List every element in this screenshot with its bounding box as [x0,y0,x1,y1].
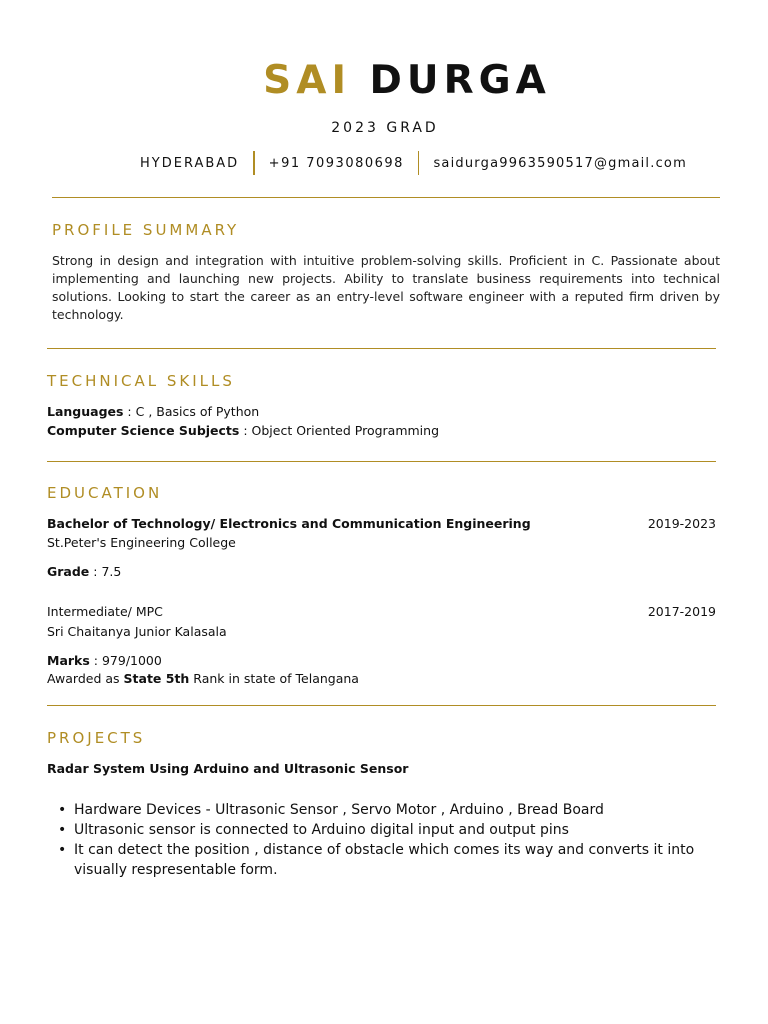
project-bullet: • Ultrasonic sensor is connected to Arduino digital input and output pins [56,820,718,840]
contact-line [140,151,687,175]
skill-label: Languages [47,404,124,419]
contact-phone[interactable]: +91 7093080698 [268,155,404,171]
education-award: Awarded as State 5th Rank in state of Telangana [47,671,359,686]
education-years: 2019-2023 [647,516,716,531]
project-bullet: • Hardware Devices - Ultrasonic Sensor , Servo Motor , Arduino , Bread Board [56,800,718,820]
skill-value: : C , Basics of Python [123,404,260,419]
education-years: 2017-2019 [647,604,716,619]
project-bullet-list [56,800,718,880]
education-degree: Intermediate/ MPC [47,604,163,619]
contact-divider [418,151,420,175]
profile-summary-text: Strong in design and integration with intuitive problem-solving skills. Proficient in C. Passionate about implementing and launching new projects. Ability to translate business requirements into technical solutions. Looking to start the career as an entry-level software engineer with a reputed firm driven by technology. [52,253,720,322]
technical-skills-heading: TECHNICAL SKILLS [47,372,235,390]
projects-heading: PROJECTS [47,729,146,747]
section-divider [52,197,720,198]
section-divider [47,461,716,462]
section-divider [47,348,716,349]
skill-languages [47,403,259,421]
education-grade: Grade : 7.5 [47,564,122,579]
project-title: Radar System Using Arduino and Ultrasonic Sensor [47,761,409,776]
project-bullet: • It can detect the position , distance of obstacle which comes its way and converts it into visually respresentable form. [56,840,718,880]
last-name: DURGA [369,58,551,103]
contact-city: HYDERABAD [140,155,240,171]
education-institution: St.Peter's Engineering College [47,535,236,550]
education-institution: Sri Chaitanya Junior Kalasala [47,624,227,639]
profile-summary-heading: PROFILE SUMMARY [52,221,240,239]
skill-value: : Object Oriented Programming [239,423,440,438]
education-heading: EDUCATION [47,484,163,502]
skill-cs-subjects [47,422,439,440]
candidate-name [0,58,768,104]
contact-email[interactable]: saidurga9963590517@gmail.com [433,155,687,171]
contact-divider [253,151,255,175]
skill-label: Computer Science Subjects [47,423,240,438]
education-marks: Marks : 979/1000 [47,653,162,668]
education-degree: Bachelor of Technology/ Electronics and Communication Engineering [47,516,531,531]
graduation-subtitle: 2023 GRAD [331,120,439,136]
section-divider [47,705,716,706]
first-name: SAI [263,58,351,103]
